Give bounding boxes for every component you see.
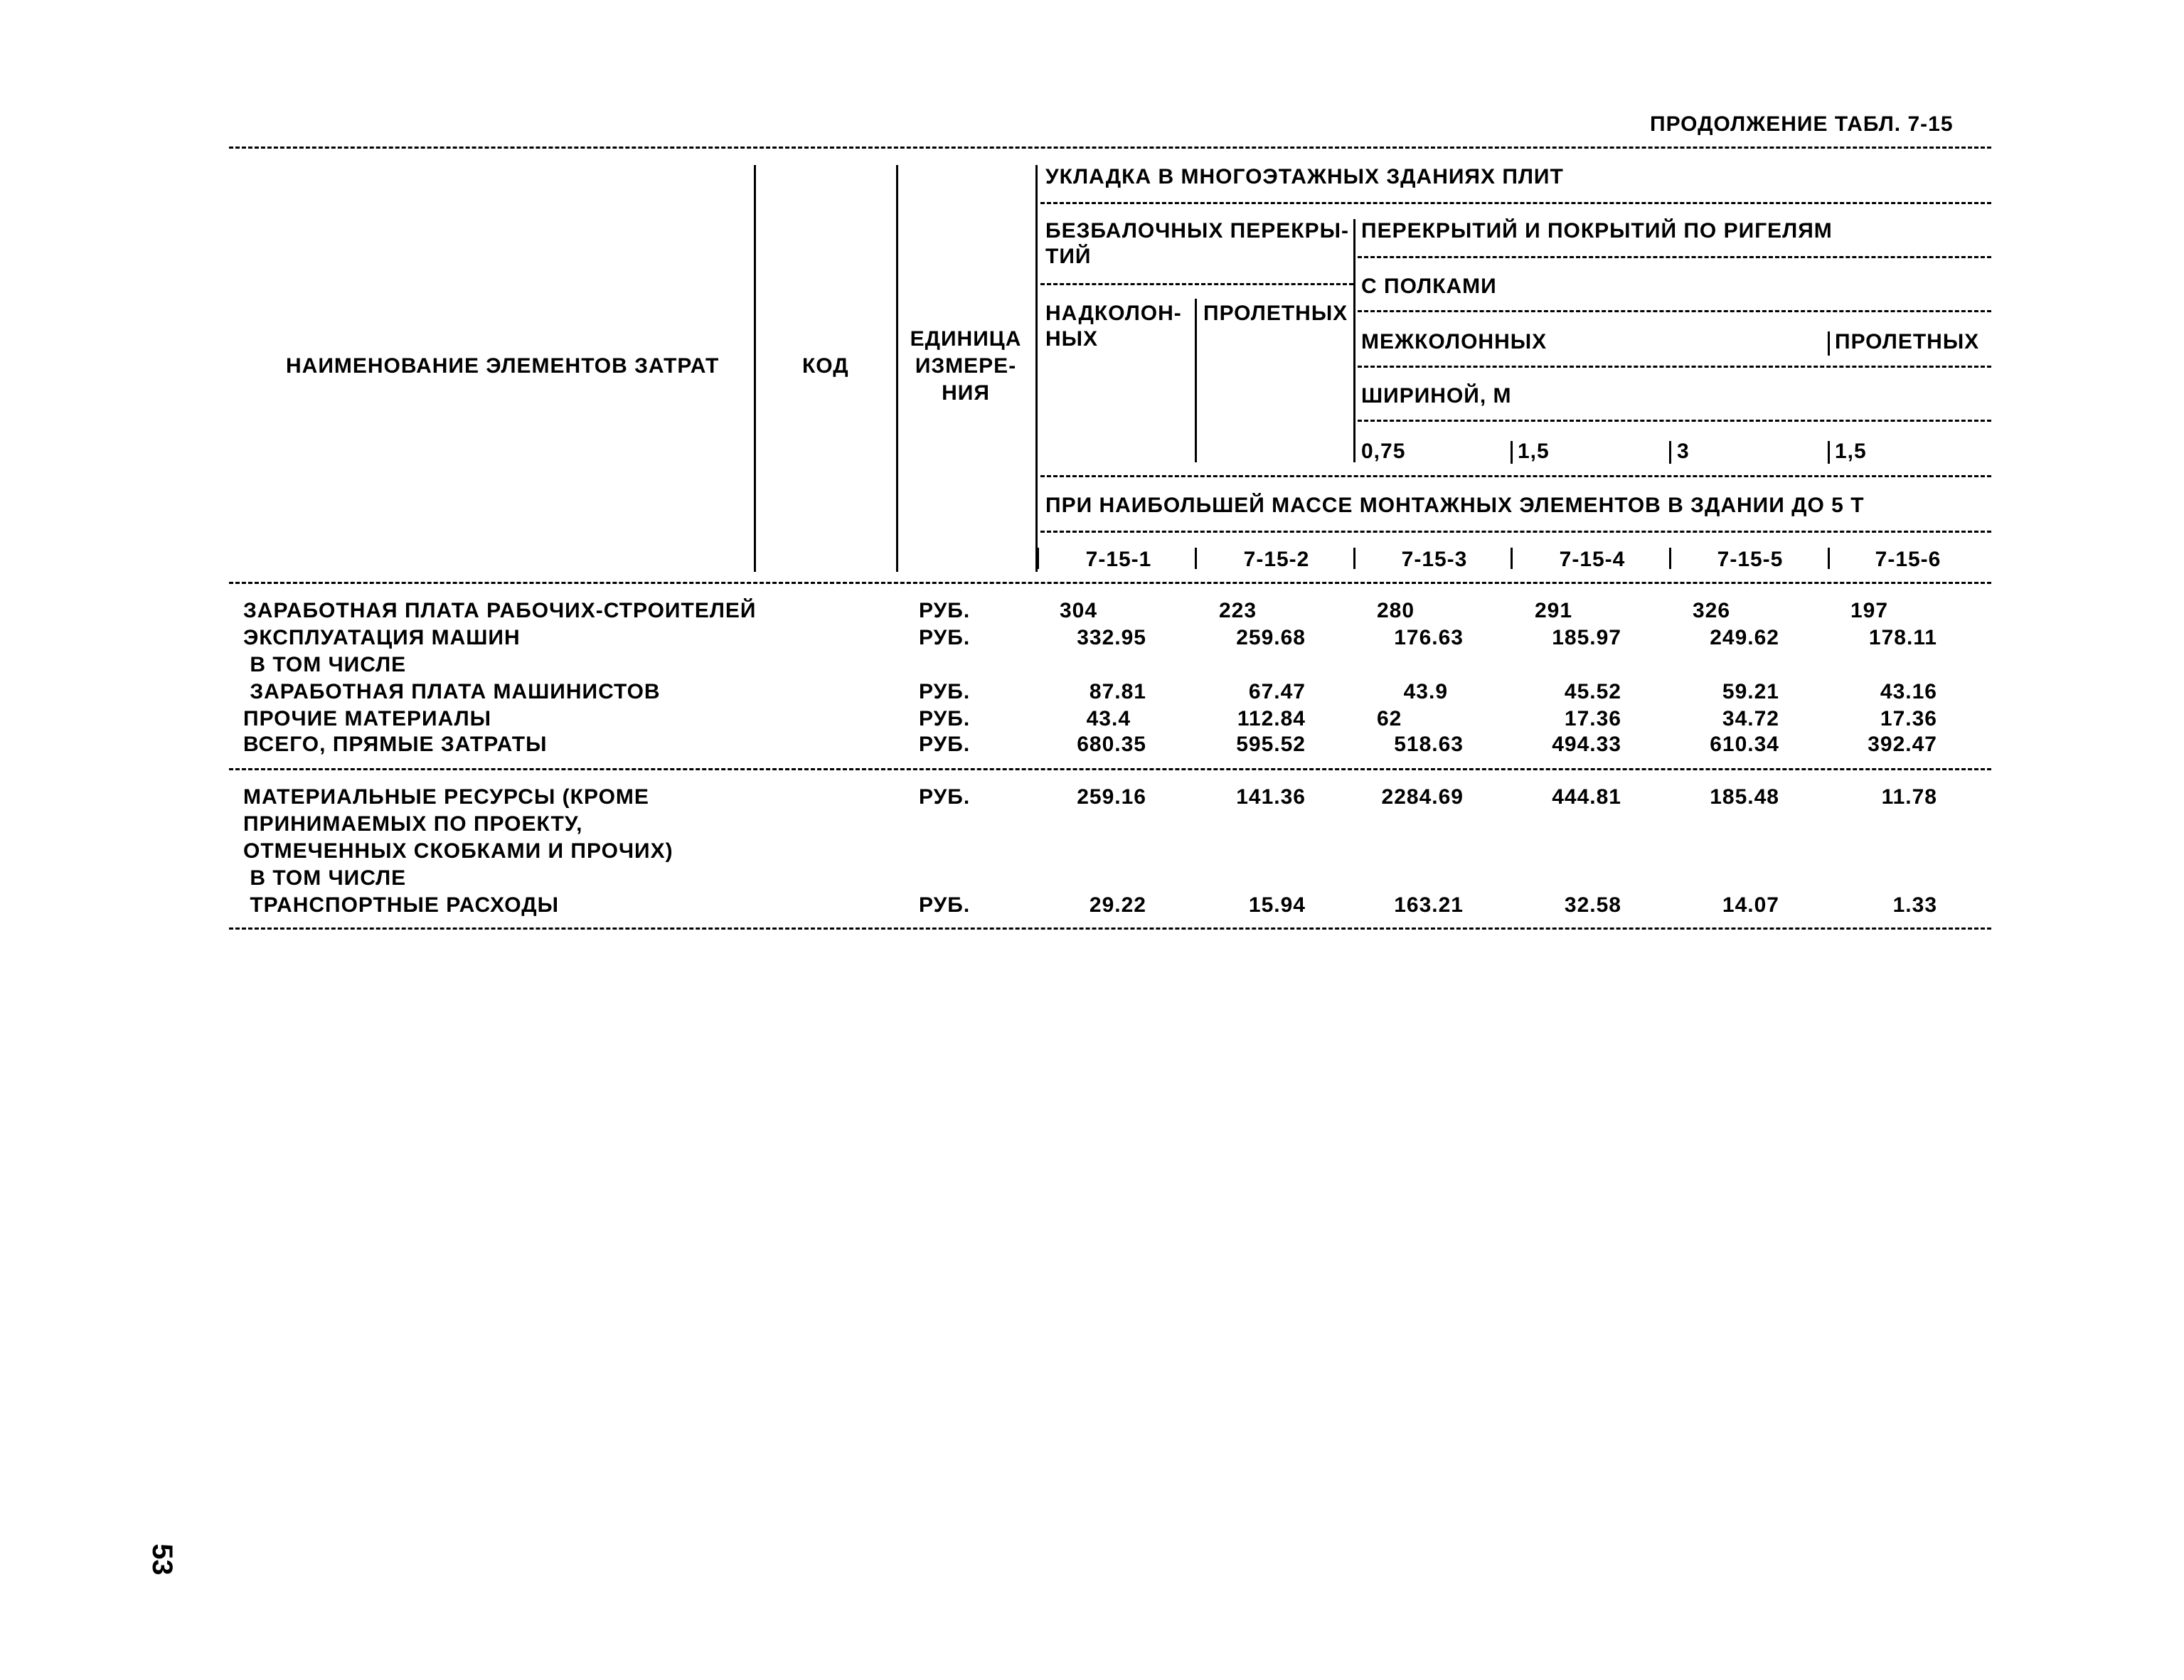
row-2-val-5: 249.62 — [1710, 626, 1779, 649]
header-code-column: КОД — [802, 354, 849, 378]
vbar-c2 — [1195, 548, 1197, 569]
row-2-name: ЭКСПЛУАТАЦИЯ МАШИН — [243, 626, 521, 649]
row-3-name: В ТОМ ЧИСЛЕ — [243, 653, 407, 676]
table-caption: ПРОДОЛЖЕНИЕ ТАБЛ. 7-15 — [1650, 112, 1954, 136]
row-1-val-3: 280 — [1377, 599, 1415, 622]
row-6-val-4: 494.33 — [1552, 733, 1621, 756]
row-5-val-6: 17.36 — [1880, 707, 1937, 730]
row2-2-name: ПРИНИМАЕМЫХ ПО ПРОЕКТУ, — [243, 812, 583, 836]
row-4-val-6: 43.16 — [1880, 680, 1937, 703]
row-5-name: ПРОЧИЕ МАТЕРИАЛЫ — [243, 707, 492, 730]
header-unit-line-3: НИЯ — [942, 381, 990, 405]
rule-top — [229, 147, 1991, 149]
header-with-shelves: С ПОЛКАМИ — [1361, 275, 1497, 298]
header-mass-note: ПРИ НАИБОЛЬШЕЙ МАССЕ МОНТАЖНЫХ ЭЛЕМЕНТОВ В ЗДАНИИ ДО 5 Т — [1045, 494, 1865, 517]
vbar-c5 — [1669, 548, 1671, 569]
row-4-val-2: 67.47 — [1248, 680, 1306, 703]
row-4-val-4: 45.52 — [1564, 680, 1621, 703]
row-5-val-1: 43.4 — [1086, 707, 1131, 730]
row2-3-name: ОТМЕЧЕННЫХ СКОБКАМИ И ПРОЧИХ) — [243, 839, 673, 863]
header-beamless-line-1: БЕЗБАЛОЧНЫХ ПЕРЕКРЫ- — [1045, 219, 1349, 243]
row-5-val-2: 112.84 — [1237, 707, 1306, 730]
row-6-val-1: 680.35 — [1077, 733, 1146, 756]
row-1-name: ЗАРАБОТНАЯ ПЛАТА РАБОЧИХ-СТРОИТЕЛЕЙ — [243, 599, 757, 622]
code-7-15-6: 7-15-6 — [1875, 548, 1941, 571]
header-above-column-1: НАДКОЛОН- — [1045, 302, 1182, 325]
vbar-w4 — [1828, 441, 1830, 464]
row-6-val-2: 595.52 — [1236, 733, 1306, 756]
row2-1-val-6: 11.78 — [1881, 785, 1937, 809]
row-5-unit: РУБ. — [919, 707, 971, 730]
header-span-a: ПРОЛЕТНЫХ — [1203, 302, 1348, 325]
rule-section — [229, 768, 1991, 770]
header-width-2: 1,5 — [1518, 440, 1550, 463]
row2-5-unit: РУБ. — [919, 893, 971, 917]
row2-1-val-1: 259.16 — [1077, 785, 1146, 809]
vbar-beamless — [1195, 299, 1197, 462]
header-width-3: 3 — [1677, 440, 1690, 463]
row-2-val-2: 259.68 — [1236, 626, 1306, 649]
row2-1-val-5: 185.48 — [1710, 785, 1779, 809]
row-2-val-4: 185.97 — [1552, 626, 1621, 649]
header-on-crossbars: ПЕРЕКРЫТИЙ И ПОКРЫТИЙ ПО РИГЕЛЯМ — [1361, 219, 1833, 243]
row-6-val-6: 392.47 — [1868, 733, 1937, 756]
row-4-unit: РУБ. — [919, 680, 971, 703]
vbar-crossbars — [1353, 219, 1355, 462]
code-7-15-1: 7-15-1 — [1085, 548, 1152, 571]
vbar-c1 — [1037, 548, 1039, 569]
row2-5-val-1: 29.22 — [1089, 893, 1146, 917]
code-7-15-3: 7-15-3 — [1401, 548, 1468, 571]
row-4-val-1: 87.81 — [1089, 680, 1146, 703]
header-unit-line-2: ИЗМЕРЕ- — [915, 354, 1017, 378]
rule-beamless-bottom — [1040, 283, 1353, 285]
vbar-w2 — [1511, 441, 1513, 464]
row-1-val-4: 291 — [1535, 599, 1573, 622]
row-1-val-6: 197 — [1850, 599, 1889, 622]
row-2-val-1: 332.95 — [1077, 626, 1146, 649]
header-above-column-2: НЫХ — [1045, 327, 1099, 351]
row-4-name: ЗАРАБОТНАЯ ПЛАТА МАШИНИСТОВ — [243, 680, 661, 703]
row-2-val-3: 176.63 — [1394, 626, 1464, 649]
vbar-c4 — [1511, 548, 1513, 569]
row2-1-name: МАТЕРИАЛЬНЫЕ РЕСУРСЫ (КРОМЕ — [243, 785, 649, 809]
code-7-15-2: 7-15-2 — [1243, 548, 1310, 571]
row-1-val-2: 223 — [1219, 599, 1257, 622]
row2-1-val-4: 444.81 — [1552, 785, 1621, 809]
row2-5-val-6: 1.33 — [1892, 893, 1937, 917]
row2-5-val-4: 32.58 — [1564, 893, 1621, 917]
header-inter-column: МЕЖКОЛОННЫХ — [1361, 330, 1548, 353]
code-7-15-4: 7-15-4 — [1559, 548, 1626, 571]
rule-intercol — [1358, 366, 1991, 368]
row-4-val-5: 59.21 — [1722, 680, 1779, 703]
row-1-val-1: 304 — [1060, 599, 1098, 622]
header-unit-line-1: ЕДИНИЦА — [910, 327, 1022, 351]
row2-5-val-3: 163.21 — [1394, 893, 1464, 917]
row-5-val-3: 62 — [1377, 707, 1402, 730]
row2-5-val-2: 15.94 — [1248, 893, 1306, 917]
row-1-val-5: 326 — [1693, 599, 1731, 622]
row-2-val-6: 178.11 — [1868, 626, 1937, 649]
row2-4-name: В ТОМ ЧИСЛЕ — [243, 866, 407, 890]
header-span-b: ПРОЛЕТНЫХ — [1835, 330, 1980, 353]
vbar-name-code — [754, 165, 756, 572]
rule-header-bottom — [229, 582, 1991, 584]
vbar-code-unit — [896, 165, 898, 572]
vbar-span-b — [1828, 331, 1830, 356]
row-5-val-4: 17.36 — [1564, 707, 1621, 730]
row2-1-val-2: 141.36 — [1236, 785, 1306, 809]
row-5-val-5: 34.72 — [1722, 707, 1779, 730]
vbar-c6 — [1828, 548, 1830, 569]
vbar-w3 — [1669, 441, 1671, 464]
rule-mass-top — [1040, 475, 1991, 477]
header-name-column: НАИМЕНОВАНИЕ ЭЛЕМЕНТОВ ЗАТРАТ — [286, 354, 720, 378]
header-group-title: УКЛАДКА В МНОГОЭТАЖНЫХ ЗДАНИЯХ ПЛИТ — [1045, 165, 1564, 188]
header-width-label: ШИРИНОЙ, М — [1361, 384, 1512, 408]
row-4-val-3: 43.9 — [1403, 680, 1448, 703]
row-1-unit: РУБ. — [919, 599, 971, 622]
rule-codes-top — [1040, 531, 1991, 533]
header-beamless-line-2: ТИЙ — [1045, 245, 1092, 268]
row2-5-val-5: 14.07 — [1722, 893, 1779, 917]
row-6-unit: РУБ. — [919, 733, 971, 756]
row2-5-name: ТРАНСПОРТНЫЕ РАСХОДЫ — [243, 893, 559, 917]
rule-crossbars — [1358, 256, 1991, 258]
row2-1-unit: РУБ. — [919, 785, 971, 809]
rule-width — [1358, 420, 1991, 422]
rule-bottom — [229, 927, 1991, 930]
rule-group — [1040, 202, 1991, 204]
row2-1-val-3: 2284.69 — [1381, 785, 1464, 809]
code-7-15-5: 7-15-5 — [1717, 548, 1784, 571]
vbar-c3 — [1353, 548, 1355, 569]
rule-shelves — [1358, 310, 1991, 312]
header-width-4: 1,5 — [1835, 440, 1867, 463]
row-6-name: ВСЕГО, ПРЯМЫЕ ЗАТРАТЫ — [243, 733, 548, 756]
page-number: 53 — [146, 1543, 178, 1575]
row-6-val-5: 610.34 — [1710, 733, 1779, 756]
vbar-mass — [1035, 491, 1038, 512]
row-2-unit: РУБ. — [919, 626, 971, 649]
row-6-val-3: 518.63 — [1394, 733, 1464, 756]
header-width-1: 0,75 — [1361, 440, 1406, 463]
